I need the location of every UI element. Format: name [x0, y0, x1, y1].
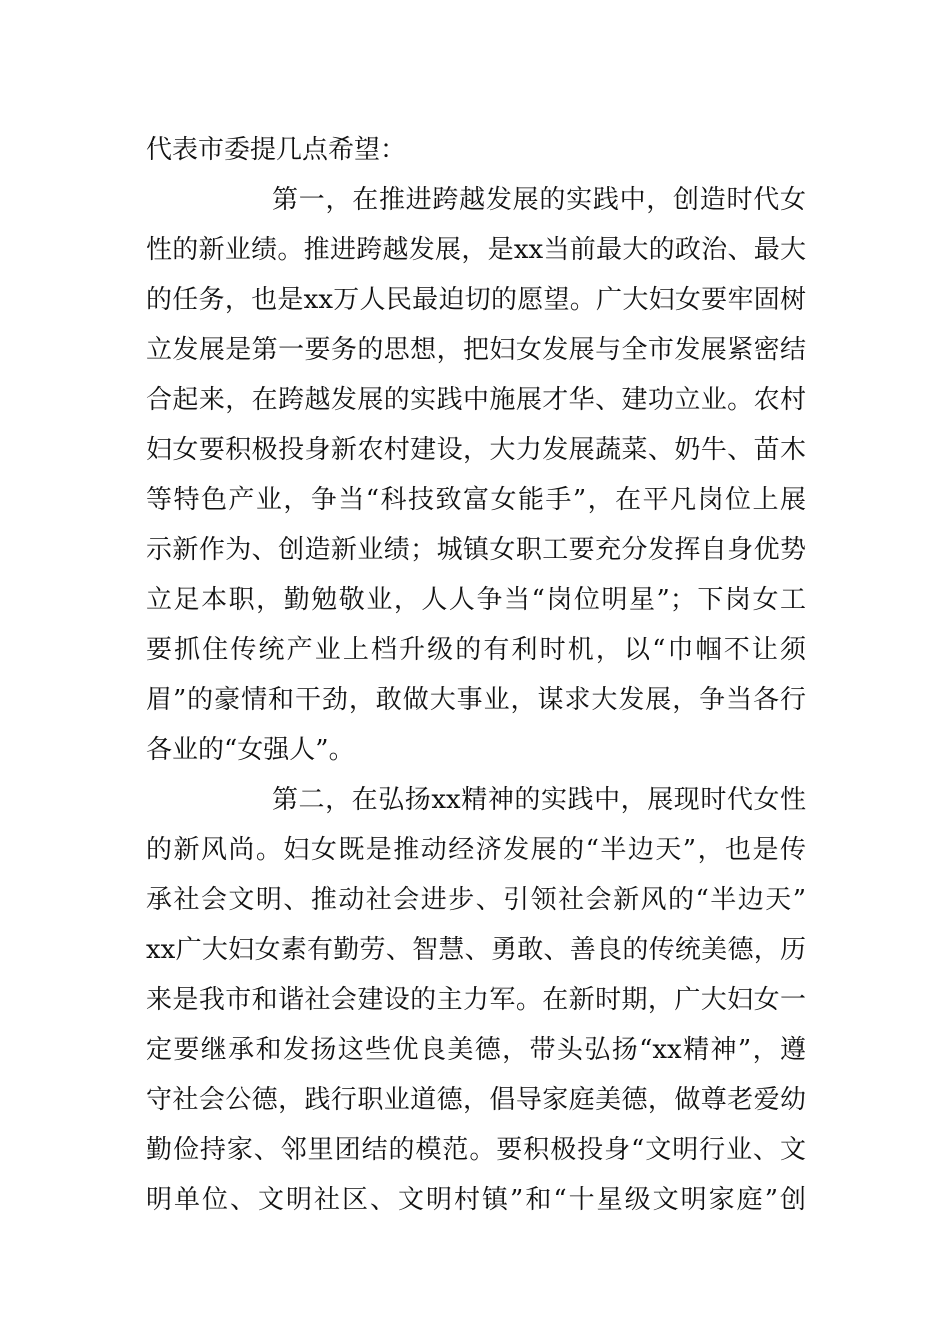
text-line: 守社会公德，践行职业道德，倡导家庭美德，做尊老爱幼	[146, 1085, 806, 1115]
text-line: 勤俭持家、邻里团结的模范。要积极投身“文明行业、文	[146, 1135, 806, 1165]
text-line: 立足本职，勤勉敬业，人人争当“岗位明星”；下岗女工	[146, 585, 806, 615]
paragraph-first-line: 第一，在推进跨越发展的实践中，创造时代女	[272, 185, 806, 215]
text-line: 承社会文明、推动社会进步、引领社会新风的“半边天”	[146, 885, 806, 915]
text-line: 眉”的豪情和干劲，敢做大事业，谋求大发展，争当各行	[146, 685, 806, 715]
text-line: 性的新业绩。推进跨越发展，是xx当前最大的政治、最大	[146, 235, 806, 265]
text-line: 代表市委提几点希望：	[146, 135, 407, 165]
text-line: 立发展是第一要务的思想，把妇女发展与全市发展紧密结	[146, 335, 806, 365]
text-line: 等特色产业，争当“科技致富女能手”，在平凡岗位上展	[146, 485, 806, 515]
paragraph-last-line: 各业的“女强人”。	[146, 735, 355, 765]
text-line: 妇女要积极投身新农村建设，大力发展蔬菜、奶牛、苗木	[146, 435, 806, 465]
text-line: 示新作为、创造新业绩；城镇女职工要充分发挥自身优势	[146, 535, 806, 565]
text-line: xx广大妇女素有勤劳、智慧、勇敢、善良的传统美德，历	[146, 935, 806, 965]
text-line: 来是我市和谐社会建设的主力军。在新时期，广大妇女一	[146, 985, 806, 1015]
paragraph-first-line: 第二，在弘扬xx精神的实践中，展现时代女性	[272, 785, 806, 815]
text-line: 要抓住传统产业上档升级的有利时机，以“巾帼不让须	[146, 635, 806, 665]
text-line: 定要继承和发扬这些优良美德，带头弘扬“xx精神”，遵	[146, 1035, 806, 1065]
body-text	[146, 125, 806, 1225]
text-line: 明单位、文明社区、文明村镇”和“十星级文明家庭”创	[146, 1185, 806, 1215]
text-line: 的新风尚。妇女既是推动经济发展的“半边天”，也是传	[146, 835, 806, 865]
text-line: 合起来，在跨越发展的实践中施展才华、建功立业。农村	[146, 385, 806, 415]
text-line: 的任务，也是xx万人民最迫切的愿望。广大妇女要牢固树	[146, 285, 806, 315]
